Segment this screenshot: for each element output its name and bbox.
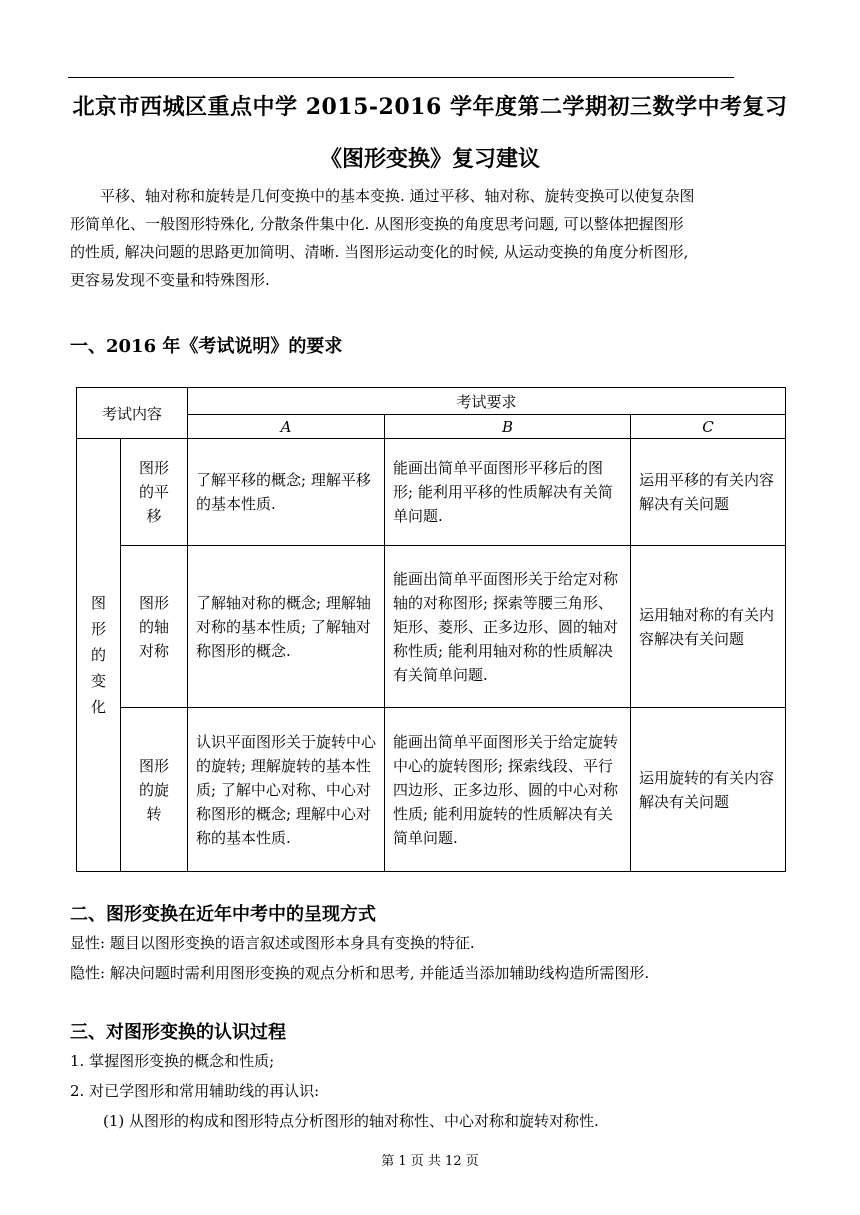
document-subtitle: 《图形变换》复习建议 <box>319 146 540 172</box>
document-title: 北京市西城区重点中学 2015-2016 学年度第二学期初三数学中考复习 <box>72 94 788 120</box>
level-c-cell: 运用轴对称的有关内容解决有关问题 <box>631 546 786 708</box>
page-footer: 第 1 页 共 12 页 <box>381 1154 479 1169</box>
intro-line: 的性质, 解决问题的思路更加简明、清晰. 当图形运动变化的时候, 从运动变换的角度分析图形, <box>70 243 689 261</box>
header-requirements: 考试要求 <box>188 388 786 415</box>
intro-paragraph <box>70 182 792 294</box>
section-heading-2: 二、图形变换在近年中考中的呈现方式 <box>70 904 376 925</box>
category-char: 图 <box>90 594 106 612</box>
intro-line: 平移、轴对称和旋转是几何变换中的基本变换. 通过平移、轴对称、旋转变换可以使复杂图 <box>100 187 695 205</box>
section-heading-3: 三、对图形变换的认识过程 <box>70 1022 286 1043</box>
level-a-cell: 了解轴对称的概念; 理解轴对称的基本性质; 了解轴对称图形的概念. <box>188 546 385 708</box>
table-header-row <box>77 388 786 415</box>
table-row <box>77 546 786 708</box>
list-item: 2. 对已学图形和常用辅助线的再认识: <box>70 1082 320 1100</box>
topic-cell: 图形的轴对称 <box>121 546 188 708</box>
intro-line: 更容易发现不变量和特殊图形. <box>70 271 270 289</box>
category-char: 化 <box>90 698 106 716</box>
section-heading-1: 一、2016 年《考试说明》的要求 <box>70 336 343 357</box>
explicit-text: 显性: 题目以图形变换的语言叙述或图形本身具有变换的特征. <box>70 934 475 952</box>
level-c: C <box>631 415 786 439</box>
implicit-text: 隐性: 解决问题时需利用图形变换的观点分析和思考, 并能适当添加辅助线构造所需图形. <box>70 964 650 982</box>
table-row <box>77 439 786 546</box>
level-b-cell: 能画出简单平面图形关于给定旋转中心的旋转图形; 探索线段、平行四边形、正多边形、圆的中心对称性质; 能利用旋转的性质解决有关简单问题. <box>385 708 631 872</box>
header-rule <box>68 77 734 78</box>
category-char: 的 <box>90 646 106 664</box>
topic-cell: 图形的旋转 <box>121 708 188 872</box>
level-c-cell: 运用平移的有关内容解决有关问题 <box>631 439 786 546</box>
level-a-cell: 认识平面图形关于旋转中心的旋转; 理解旋转的基本性质; 了解中心对称、中心对称图形的概念; 理解中心对称的基本性质. <box>188 708 385 872</box>
topic-cell: 图形的平移 <box>121 439 188 546</box>
table-row <box>77 708 786 872</box>
category-cell <box>77 439 121 872</box>
category-char: 形 <box>90 620 106 638</box>
header-content: 考试内容 <box>77 388 188 439</box>
level-c-cell: 运用旋转的有关内容解决有关问题 <box>631 708 786 872</box>
list-subitem: (1) 从图形的构成和图形特点分析图形的轴对称性、中心对称和旋转对称性. <box>103 1112 599 1130</box>
category-char: 变 <box>90 672 106 690</box>
intro-line: 形简单化、一般图形特殊化, 分散条件集中化. 从图形变换的角度思考问题, 可以整体把握图形 <box>70 215 684 233</box>
level-a: A <box>188 415 385 439</box>
level-a-cell: 了解平移的概念; 理解平移的基本性质. <box>188 439 385 546</box>
level-b-cell: 能画出简单平面图形关于给定对称轴的对称图形; 探索等腰三角形、矩形、菱形、正多边形、圆的轴对称性质; 能利用轴对称的性质解决有关简单问题. <box>385 546 631 708</box>
level-b-cell: 能画出简单平面图形平移后的图形; 能利用平移的性质解决有关简单问题. <box>385 439 631 546</box>
requirements-table <box>76 387 786 872</box>
list-item: 1. 掌握图形变换的概念和性质; <box>70 1052 275 1070</box>
level-b: B <box>385 415 631 439</box>
